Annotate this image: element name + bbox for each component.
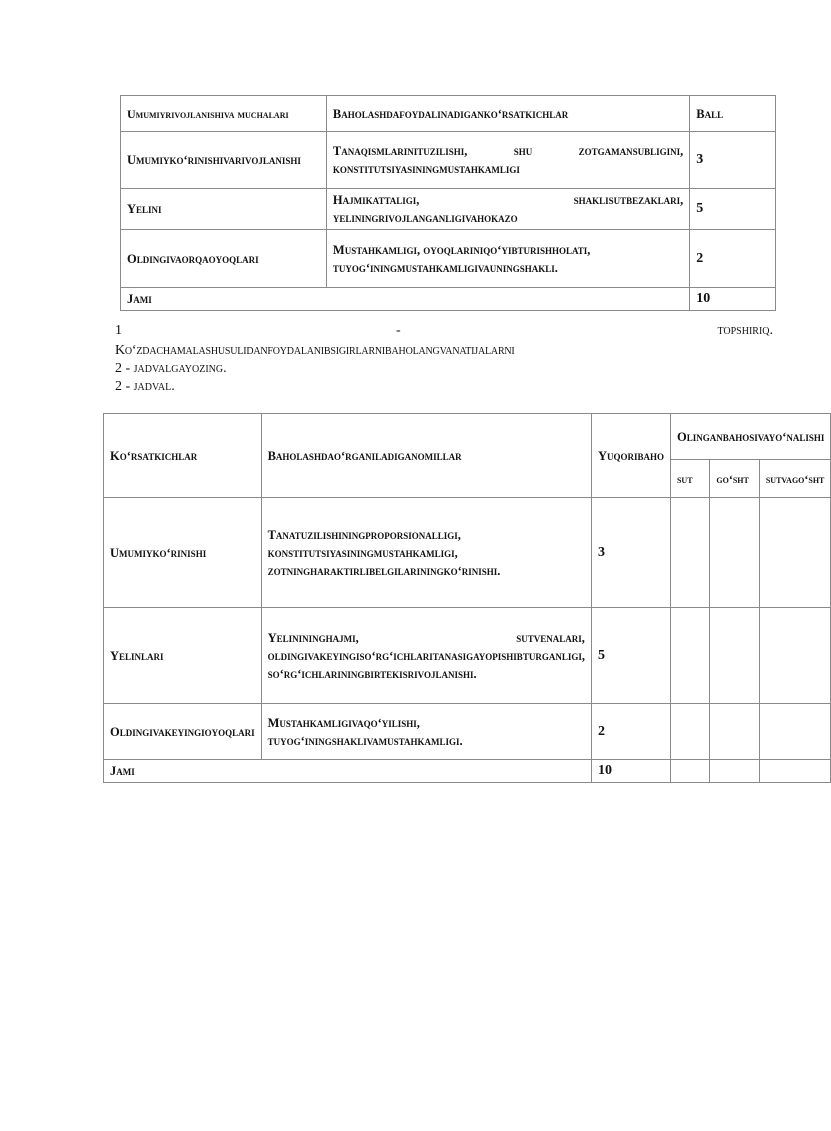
row-ball: 3 [690, 132, 776, 189]
table-row [104, 498, 831, 608]
row-criteria: Yelinininghajmi, sutvenalari, oldingivakeyingiso‘rg‘ichlaritanasigayopishibturganligi, so‘rg‘ichlariningbirtekisrivojlanishi. [261, 608, 591, 704]
table-total-row [104, 760, 831, 783]
header-cell: Umumiyrivojlanishiva muchalari [121, 96, 327, 132]
subheader-cell: sutvago‘sht [759, 460, 831, 498]
row-criteria: Mustahkamligivaqo‘yilishi, tuyog‘iningshaklivamustahkamligi. [261, 704, 591, 760]
header-cell: Ball [690, 96, 776, 132]
task-text: Ko‘zdachamalashusulidanfoydalanibsigirlarnibaholangvanatijalarni [115, 343, 515, 358]
table-row [121, 132, 776, 189]
row-criteria: Mustahkamligi, oyoqlariniqo‘yibturishholati, tuyog‘iningmustahkamligivauningshakli. [326, 230, 689, 288]
empty-cell [710, 760, 759, 783]
empty-cell [670, 760, 709, 783]
row-name: Yelini [121, 189, 327, 230]
table-row [104, 704, 831, 760]
row-ball: 2 [690, 230, 776, 288]
task-dash: - [396, 323, 401, 338]
header-cell: Baholashdao‘rganiladiganomillar [261, 414, 591, 498]
table-row [104, 608, 831, 704]
table-caption: 2 - jadval. [115, 379, 175, 394]
table-header-row [121, 96, 776, 132]
row-max: 5 [591, 608, 670, 704]
empty-cell [759, 608, 831, 704]
total-label: Jami [121, 288, 690, 311]
empty-cell [710, 498, 759, 608]
row-name: Umumiyko‘rinishivarivojlanishi [121, 132, 327, 189]
empty-cell [670, 608, 709, 704]
subheader-cell: sut [670, 460, 709, 498]
empty-cell [759, 498, 831, 608]
task-number: 1 [115, 323, 122, 338]
header-cell: Yuqoribaho [591, 414, 670, 498]
header-cell: Ko‘rsatkichlar [104, 414, 262, 498]
table-row [121, 230, 776, 288]
row-criteria: Hajmikattaligi, shaklisutbezaklari, yeliningrivojlanganligivahokazo [326, 189, 689, 230]
row-criteria: Tanatuzilishiningproporsionalligi, konstitutsiyasiningmustahkamligi, zotningharaktirlibelgilariningko‘rinishi. [261, 498, 591, 608]
row-max: 2 [591, 704, 670, 760]
empty-cell [759, 760, 831, 783]
row-ball: 5 [690, 189, 776, 230]
subheader-cell: go‘sht [710, 460, 759, 498]
row-name: Oldingivaorqaoyoqlari [121, 230, 327, 288]
total-label: Jami [104, 760, 592, 783]
table-total-row [121, 288, 776, 311]
row-max: 3 [591, 498, 670, 608]
empty-cell [710, 608, 759, 704]
row-name: Oldingivakeyingioyoqlari [104, 704, 262, 760]
table-1 [120, 95, 776, 311]
total-value: 10 [591, 760, 670, 783]
row-name: Umumiyko‘rinishi [104, 498, 262, 608]
header-cell: Olinganbahosivayo‘nalishi [670, 414, 830, 460]
table-row [121, 189, 776, 230]
empty-cell [670, 498, 709, 608]
empty-cell [759, 704, 831, 760]
task-text-continued: 2 - jadvalgayozing. [115, 361, 227, 376]
total-value: 10 [690, 288, 776, 311]
row-criteria: Tanaqismlarinituzilishi, shu zotgamansubligini, konstitutsiyasiningmustahkamligi [326, 132, 689, 189]
header-cell: Baholashdafoydalinadiganko‘rsatkichlar [326, 96, 689, 132]
task-word: topshiriq. [717, 323, 773, 338]
table-header-row [104, 414, 831, 460]
empty-cell [670, 704, 709, 760]
row-name: Yelinlari [104, 608, 262, 704]
empty-cell [710, 704, 759, 760]
table-2 [103, 413, 831, 783]
